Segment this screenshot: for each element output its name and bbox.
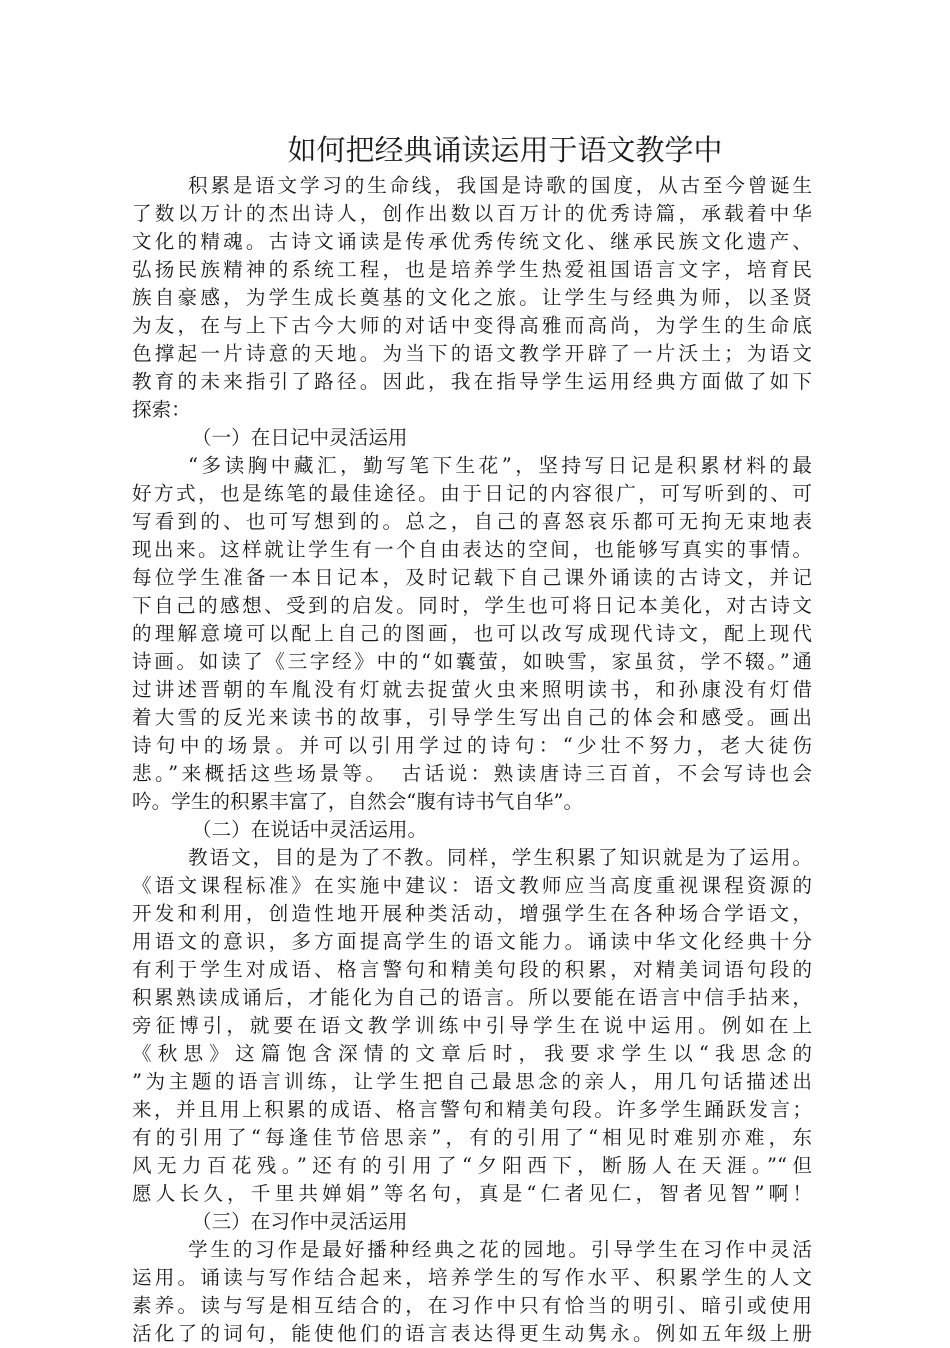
text-line: 风无力百花残。”还有的引用了“夕阳西下，断肠人在天涯。”“但 xyxy=(132,1154,812,1177)
text-line: 旁征博引，就要在语文教学训练中引导学生在说中运用。例如在上 xyxy=(132,1014,812,1037)
text-line: （二）在说话中灵活运用。 xyxy=(192,818,428,841)
text-line: 有利于学生对成语、格言警句和精美句段的积累，对精美词语句段的 xyxy=(132,958,812,981)
text-line: 族自豪感，为学生成长奠基的文化之旅。让学生与经典为师，以圣贤 xyxy=(132,286,812,309)
text-line: 弘扬民族精神的系统工程，也是培养学生热爱祖国语言文字，培育民 xyxy=(132,258,812,281)
text-line: 来，并且用上积累的成语、格言警句和精美句段。许多学生踊跃发言； xyxy=(132,1098,812,1121)
text-line: 积累熟读成诵后，才能化为自己的语言。所以要能在语言中信手拈来， xyxy=(132,986,812,1009)
text-line: 着大雪的反光来读书的故事，引导学生写出自己的体会和感受。画出 xyxy=(132,706,812,729)
document-body xyxy=(132,172,812,1348)
text-line: 愿人长久，千里共婵娟”等名句，真是“仁者见仁，智者见智”啊！ xyxy=(132,1182,812,1205)
text-line: 色撑起一片诗意的天地。为当下的语文教学开辟了一片沃土；为语文 xyxy=(132,342,812,365)
text-line: ”为主题的语言训练，让学生把自己最思念的亲人，用几句话描述出 xyxy=(132,1070,812,1093)
text-line: 积累是语文学习的生命线，我国是诗歌的国度，从古至今曾诞生 xyxy=(188,174,812,197)
text-line: “多读胸中藏汇，勤写笔下生花”，坚持写日记是积累材料的最 xyxy=(188,454,812,477)
text-line: 下自己的感想、受到的启发。同时，学生也可将日记本美化，对古诗文 xyxy=(132,594,812,617)
text-line: 每位学生准备一本日记本，及时记载下自己课外诵读的古诗文，并记 xyxy=(132,566,812,589)
document-title: 如何把经典诵读运用于语文教学中 xyxy=(287,133,723,167)
text-line: （一）在日记中灵活运用 xyxy=(192,426,408,449)
text-line: 有的引用了“每逢佳节倍思亲”，有的引用了“相见时难别亦难，东 xyxy=(132,1126,812,1149)
text-line: 教育的未来指引了路径。因此，我在指导学生运用经典方面做了如下 xyxy=(132,370,812,393)
text-line: 文化的精魂。古诗文诵读是传承优秀传统文化、继承民族文化遗产、 xyxy=(132,230,812,253)
text-line: 学生的习作是最好播种经典之花的园地。引导学生在习作中灵活 xyxy=(188,1238,812,1261)
text-line: 活化了的词句，能使他们的语言表达得更生动隽永。例如五年级上册 xyxy=(132,1322,812,1345)
text-line: 现出来。这样就让学生有一个自由表达的空间，也能够写真实的事情。 xyxy=(132,538,812,561)
text-line: 教语文，目的是为了不教。同样，学生积累了知识就是为了运用。 xyxy=(188,846,812,869)
text-line: （三）在习作中灵活运用 xyxy=(192,1210,408,1233)
text-line: 吟。学生的积累丰富了，自然会“腹有诗书气自华”。 xyxy=(132,790,584,813)
text-line: 过讲述晋朝的车胤没有灯就去捉萤火虫来照明读书，和孙康没有灯借 xyxy=(132,678,812,701)
text-line: 诗画。如读了《三字经》中的“如囊萤，如映雪，家虽贫，学不辍。”通 xyxy=(132,650,812,673)
text-line: 用语文的意识，多方面提高学生的语文能力。诵读中华文化经典十分 xyxy=(132,930,812,953)
text-line: 探索： xyxy=(132,398,191,421)
text-line: 悲。”来概括这些场景等。 古话说：熟读唐诗三百首，不会写诗也会 xyxy=(132,762,812,785)
text-line: 开发和利用，创造性地开展种类活动，增强学生在各种场合学语文， xyxy=(132,902,812,925)
text-line: 好方式，也是练笔的最佳途径。由于日记的内容很广，可写听到的、可 xyxy=(132,482,812,505)
text-line: 写看到的、也可写想到的。总之，自己的喜怒哀乐都可无拘无束地表 xyxy=(132,510,812,533)
text-line: 《秋思》这篇饱含深情的文章后时，我要求学生以“我思念的 xyxy=(132,1042,812,1065)
text-line: 了数以万计的杰出诗人，创作出数以百万计的优秀诗篇，承载着中华 xyxy=(132,202,812,225)
text-line: 《语文课程标准》在实施中建议：语文教师应当高度重视课程资源的 xyxy=(132,874,812,897)
text-line: 的理解意境可以配上自己的图画，也可以改写成现代诗文，配上现代 xyxy=(132,622,812,645)
text-line: 诗句中的场景。并可以引用学过的诗句：“少壮不努力，老大徒伤 xyxy=(132,734,812,757)
text-line: 为友，在与上下古今大师的对话中变得高雅而高尚，为学生的生命底 xyxy=(132,314,812,337)
text-line: 素养。读与写是相互结合的，在习作中只有恰当的明引、暗引或使用 xyxy=(132,1294,812,1317)
text-line: 运用。诵读与写作结合起来，培养学生的写作水平、积累学生的人文 xyxy=(132,1266,812,1289)
